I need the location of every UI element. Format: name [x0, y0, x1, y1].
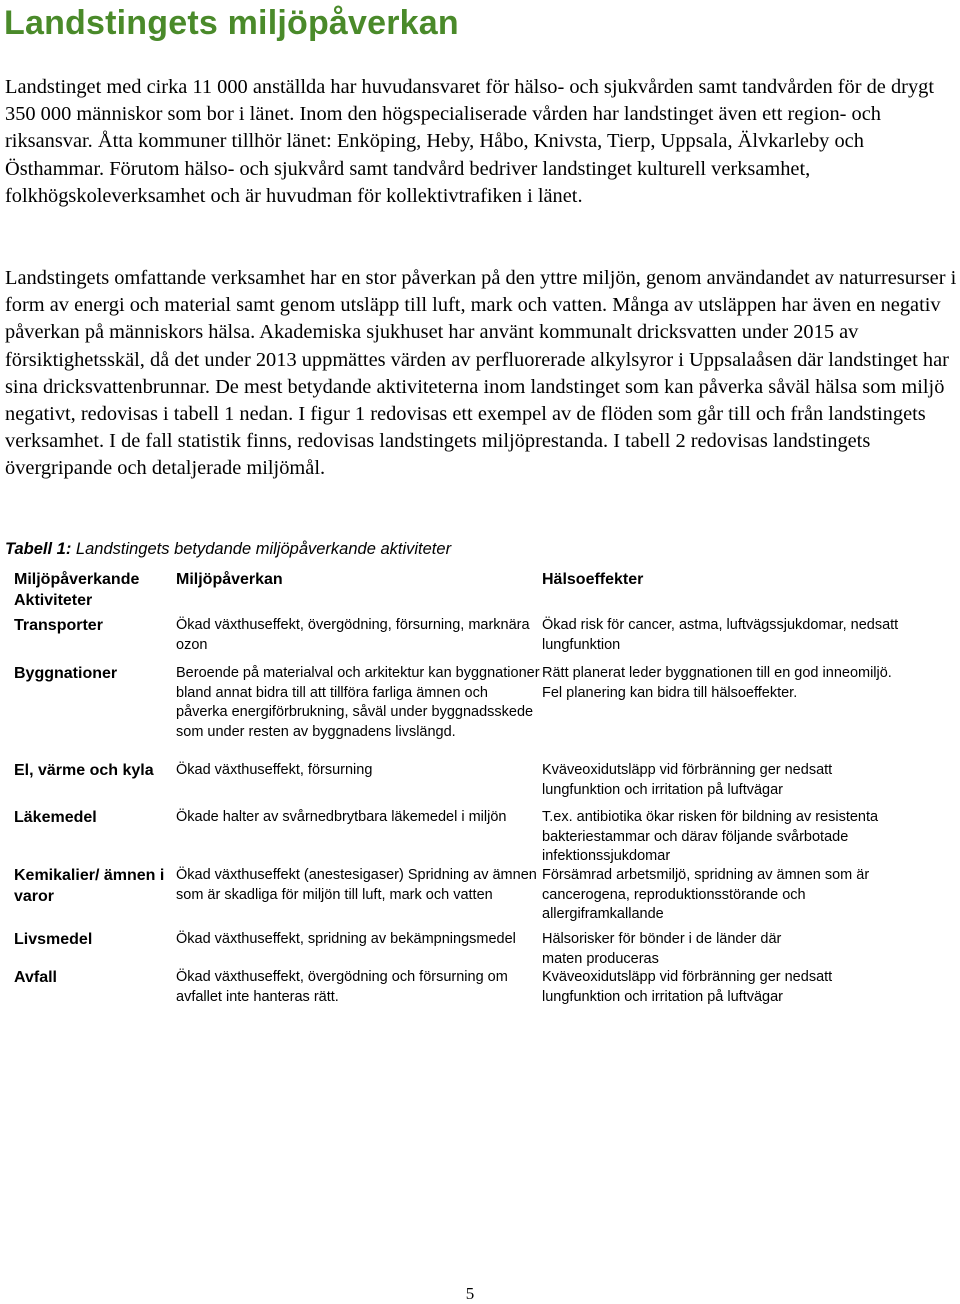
table-row	[14, 930, 960, 968]
header-health: Hälsoeffekter	[542, 571, 644, 588]
impact-paragraph: Landstingets omfattande verksamhet har en stor påverkan på den yttre miljön, genom användandet av naturresurser i form av energi och material samt genom utsläpp till luft, mark och vatten. Många av utsläppen har även en negativ påverkan på människors hälsa. Akademiska sjukhuset har använt kommunalt dricksvatten under 2015 av försiktighetsskäl, då det under 2013 uppmättes värden av perfluorerade alkylsyror i Uppsalaåsen där landstinget har sina dricksvattenbrunnar. De mest betydande aktiviteterna inom landstinget som kan påverka såväl hälsa som miljö negativt, redovisas i tabell 1 nedan. I figur 1 redovisas ett exempel av de flöden som går till och från landstingets verksamhet. I de fall statistik finns, redovisas landstingets miljöprestanda. I tabell 2 redovisas landstingets övergripande och detaljerade miljömål.	[5, 267, 957, 480]
health-cell: Försämrad arbetsmiljö, spridning av ämnen som är cancerogena, reproduktionsstörande och allergiframkallande	[542, 867, 870, 922]
activity-cell: Läkemedel	[14, 809, 97, 826]
table-row	[14, 616, 960, 664]
table-header-row	[14, 570, 960, 616]
table-caption-text: Landstingets betydande miljöpåverkande aktiviteter	[71, 540, 452, 558]
health-cell: Ökad risk för cancer, astma, luftvägssjukdomar, nedsatt lungfunktion	[542, 617, 899, 653]
impact-cell: Ökade halter av svårnedbrytbara läkemedel i miljön	[176, 809, 507, 825]
activity-cell: Livsmedel	[14, 931, 93, 948]
table-row	[14, 968, 960, 1008]
page-number: 5	[465, 1284, 475, 1303]
header-activities: Miljöpåverkande Aktiviteter	[14, 571, 140, 609]
health-cell: Hälsorisker för bönder i de länder där maten produceras	[542, 931, 782, 967]
health-cell: Kväveoxidutsläpp vid förbränning ger nedsatt lungfunktion och irritation på luftvägar	[542, 969, 833, 1005]
table-caption-label: Tabell 1:	[5, 540, 72, 558]
activity-cell: Byggnationer	[14, 665, 118, 682]
table-row	[14, 761, 960, 808]
health-cell: Rätt planerat leder byggnationen till en god inneomiljö. Fel planering kan bidra till hälsoeffekter.	[542, 665, 892, 701]
header-impact: Miljöpåverkan	[176, 571, 283, 588]
impact-cell: Ökad växthuseffekt, övergödning och försurning om avfallet inte hanteras rätt.	[176, 969, 508, 1005]
table-row	[14, 808, 960, 866]
activity-cell: El, värme och kyla	[14, 762, 154, 779]
activity-cell: Kemikalier/ ämnen i varor	[14, 867, 165, 905]
impact-cell: Ökad växthuseffekt (anestesigaser) Spridning av ämnen som är skadliga för miljön till luft, mark och vatten	[176, 867, 537, 903]
intro-paragraph: Landstinget med cirka 11 000 anställda har huvudansvaret för hälso- och sjukvården samt tandvården för de drygt 350 000 människor som bor i länet. Inom den högspecialiserade vården har landstinget även ett region- och riksansvar. Åtta kommuner tillhör länet: Enköping, Heby, Håbo, Knivsta, Tierp, Uppsala, Älvkarleby och Östhammar. Förutom hälso- och sjukvård samt tandvård bedriver landstinget kulturell verksamhet, folkhögskoleverksamhet och är huvudman för kollektivtrafiken i länet.	[5, 76, 934, 207]
impact-cell: Ökad växthuseffekt, försurning	[176, 762, 373, 778]
impact-cell: Ökad växthuseffekt, övergödning, försurning, marknära ozon	[176, 617, 530, 653]
table-row	[14, 664, 960, 761]
impact-cell: Beroende på materialval och arkitektur kan byggnationer bland annat bidra till att tillföra farliga ämnen och påverka energiförbrukning, såväl under byggnadsskede som under resten av byggnadens livslängd.	[176, 665, 540, 740]
table-row	[14, 866, 960, 930]
table-caption	[5, 538, 451, 560]
activity-cell: Transporter	[14, 617, 103, 634]
activities-table	[14, 570, 960, 1008]
health-cell: T.ex. antibiotika ökar risken för bildning av resistenta bakteriestammar och därav följande svårbotade infektionssjukdomar	[542, 809, 879, 864]
impact-cell: Ökad växthuseffekt, spridning av bekämpningsmedel	[176, 931, 516, 947]
health-cell: Kväveoxidutsläpp vid förbränning ger nedsatt lungfunktion och irritation på luftvägar	[542, 762, 833, 798]
page-title: Landstingets miljöpåverkan	[4, 4, 459, 42]
activity-cell: Avfall	[14, 969, 57, 986]
